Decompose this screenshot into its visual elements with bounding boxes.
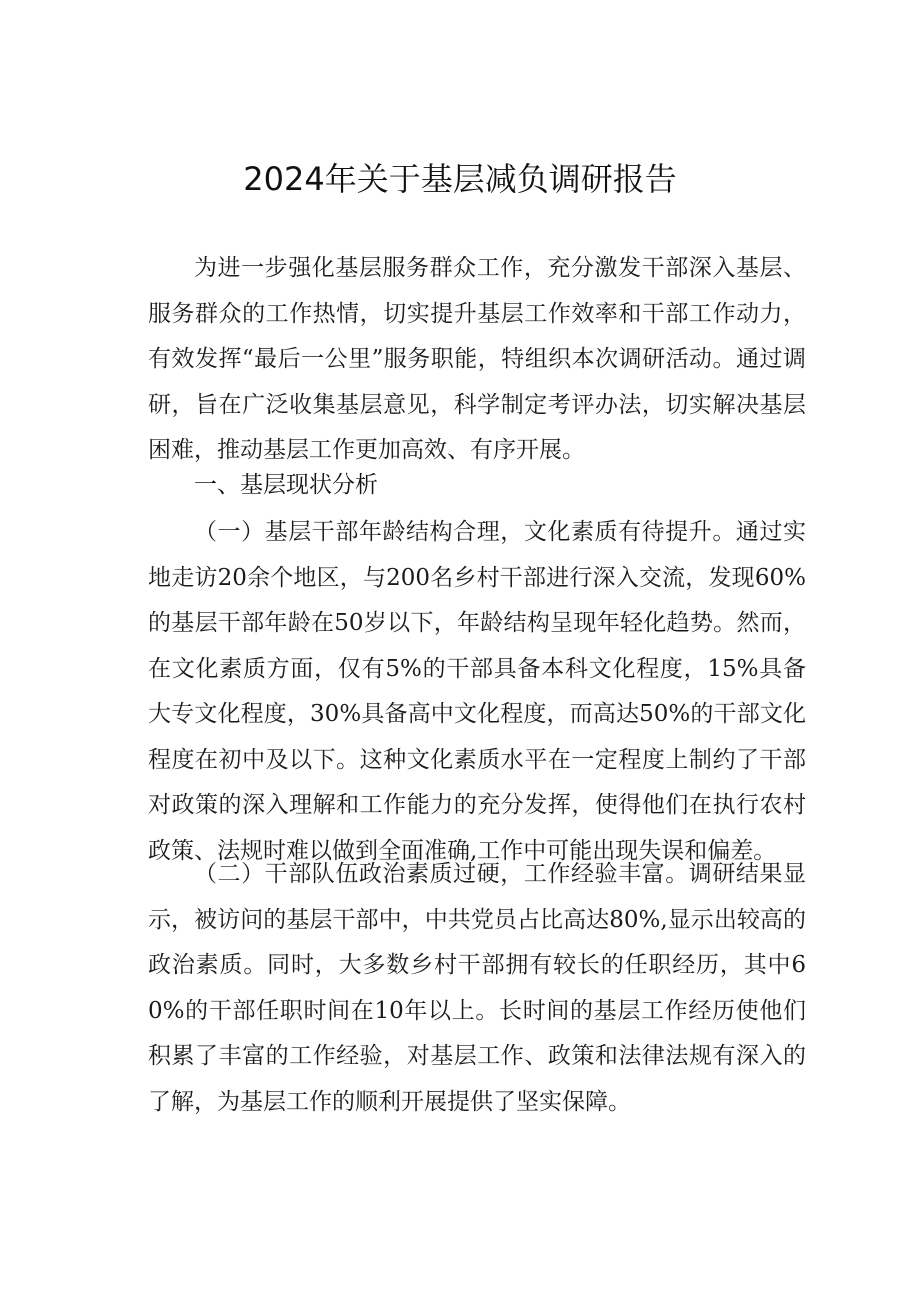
paragraph-political-quality: （二）干部队伍政治素质过硬，工作经验丰富。调研结果显示，被访问的基层干部中，中共党员占比高达80%,显示出较高的政治素质。同时，大多数乡村干部拥有较长的任职经历，其中60%的干部任职时间在10年以上。长时间的基层工作经历使他们积累了丰富的工作经验，对基层工作、政策和法律法规有深入的了解，为基层工作的顺利开展提供了坚实保障。: [148, 861, 806, 1115]
paragraph-age-structure: （一）基层干部年龄结构合理，文化素质有待提升。通过实地走访20余个地区，与200名乡村干部进行深入交流，发现60%的基层干部年龄在50岁以下，年龄结构呈现年轻化趋势。然而，在文化素质方面，仅有5%的干部具备本科文化程度，15%具备大专文化程度，30%具备高中文化程度，而高达50%的干部文化程度在初中及以下。这种文化素质水平在一定程度上制约了干部对政策的深入理解和工作能力的充分发挥，使得他们在执行农村政策、法规时难以做到全面准确,工作中可能出现失误和偏差。: [148, 519, 806, 864]
page-title: 2024年关于基层减负调研报告: [243, 160, 677, 198]
intro-paragraph: 为进一步强化基层服务群众工作，充分激发干部深入基层、服务群众的工作热情，切实提升基层工作效率和干部工作动力，有效发挥“最后一公里”服务职能，特组织本次调研活动。通过调研，旨在广泛收集基层意见，科学制定考评办法，切实解决基层困难，推动基层工作更加高效、有序开展。: [148, 255, 806, 463]
section-heading: 一、基层现状分析: [194, 472, 378, 498]
